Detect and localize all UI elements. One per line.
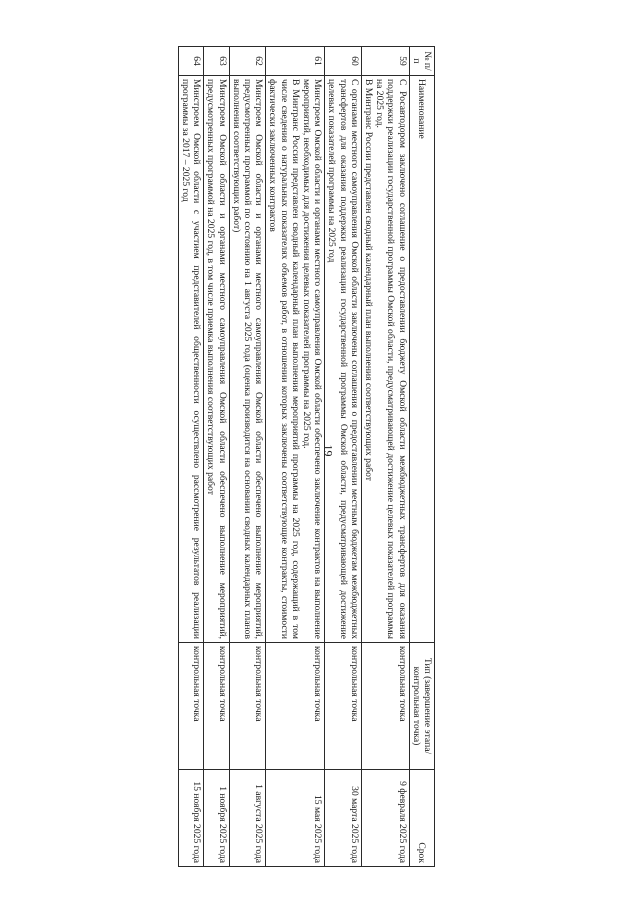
row-name	[266, 76, 325, 643]
header-number: № п/п	[409, 47, 434, 76]
page-number: 19	[321, 444, 336, 457]
row-deadline: 9 февраля 2025 года	[361, 770, 409, 867]
header-deadline: Срок	[409, 770, 434, 867]
row-number: 61	[266, 47, 325, 76]
row-number: 64	[178, 47, 203, 76]
row-name-paragraph: В Минтранс России представлен сводный календарный план выполнения соответствующих работ	[362, 79, 374, 481]
header-name: Наименование	[409, 76, 434, 643]
row-name-paragraph: Минстроем Омской области и органами местного самоуправления Омской области обеспечено заключение контрактов на выполнение мероприятий, необходимых для достижения целевых показателей программы на 2025 год.	[300, 79, 324, 639]
row-name	[204, 76, 229, 643]
row-deadline: 1 ноября 2025 года	[204, 770, 229, 867]
table-row	[325, 47, 362, 867]
table-row	[229, 47, 266, 867]
rotated-table-container	[53, 46, 435, 863]
row-type: контрольная точка	[229, 643, 266, 770]
row-name	[325, 76, 362, 643]
row-number: 59	[361, 47, 409, 76]
table-header	[409, 47, 434, 867]
row-type: контрольная точка	[204, 643, 229, 770]
row-name-paragraph: С Росавтодором заключено соглашение о предоставлении бюджету Омской области межбюджетных трансфертов для оказания поддержки реализации государственной программы Омской области, предусматривающей достижение целевых показателей программы на 2025 год.	[374, 79, 408, 639]
header-type: Тип (завершение этапа/контрольная точка)	[409, 643, 434, 770]
row-type: контрольная точка	[325, 643, 362, 770]
row-name	[178, 76, 203, 643]
header-row	[409, 47, 434, 867]
row-name-paragraph: Минстроем Омской области с участием представителей общественности осуществлено рассмотрение результатов реализации программы за 2017 – 2025 год	[179, 79, 203, 639]
row-name-paragraph: Минстроем Омской области и органами местного самоуправления Омской области обеспечено выполнение мероприятий, предусмотренных программой на 2025 год, в том числе приемка выполнения соответствующих работ	[205, 79, 228, 639]
table-row	[178, 47, 203, 867]
row-name-paragraph: С органами местного самоуправления Омской области заключены соглашения о предоставлении местным бюджетам межбюджетных трансфертов для оказания поддержки реализации государственной программы Омской области, предусматривающей достижение целевых показателей программы на 2025 год	[326, 79, 360, 639]
row-name	[229, 76, 266, 643]
table-row	[204, 47, 229, 867]
row-deadline: 15 ноября 2025 года	[178, 770, 203, 867]
row-number: 60	[325, 47, 362, 76]
row-deadline: 1 августа 2025 года	[229, 770, 266, 867]
row-type: контрольная точка	[266, 643, 325, 770]
table-body	[178, 47, 409, 867]
row-type: контрольная точка	[361, 643, 409, 770]
row-deadline: 30 марта 2025 года	[325, 770, 362, 867]
row-name-paragraph: Минстроем Омской области и органами местного самоуправления Омской области обеспечено выполнение мероприятий, предусмотренных программой по состоянию на 1 августа 2025 года (оценка производится на основании сводных календарных планов выполнения соответствующих работ)	[230, 79, 265, 639]
row-type: контрольная точка	[178, 643, 203, 770]
row-name-paragraph: В Минтранс России представлен сводный календарный план выполнения мероприятий программы на 2025 год, содержащий в том числе сведения о натуральных показателях объемов работ, в отношении которых заключены соответствующие контракты, стоимости фактически заключенных контрактов	[267, 79, 301, 639]
table-row	[266, 47, 325, 867]
table-row	[361, 47, 409, 867]
row-number: 62	[229, 47, 266, 76]
row-number: 63	[204, 47, 229, 76]
row-name	[361, 76, 409, 643]
row-deadline: 15 мая 2025 года	[266, 770, 325, 867]
control-points-table	[178, 46, 435, 867]
